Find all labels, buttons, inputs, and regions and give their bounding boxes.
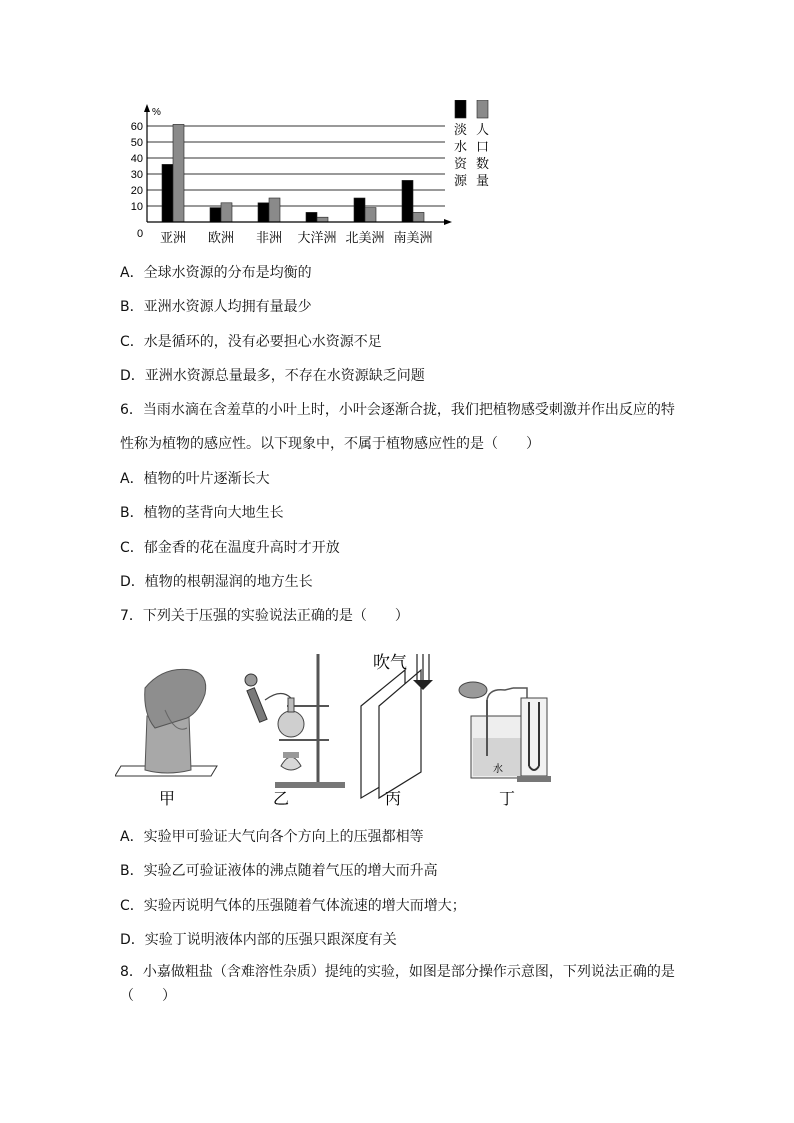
q8-stem: 8．小嘉做粗盐（含难溶性杂质）提纯的实验，如图是部分操作示意图，下列说法正确的是（ ） [120,964,675,1004]
y-tick-label: 10 [130,201,143,213]
bar-freshwater [162,164,173,222]
bar-population [269,198,280,222]
water-label: 水 [493,764,503,775]
chart-legend [454,100,489,189]
figure-label-jia: 甲 [159,789,176,808]
chart-bars [162,124,424,222]
y-unit-label: % [152,107,161,118]
legend-swatch [455,100,466,118]
bar-freshwater [354,198,365,222]
figure-label-yi: 乙 [273,789,290,808]
x-tick-label: 亚洲 [159,231,187,246]
bar-population [317,217,328,222]
bar-freshwater [210,208,221,222]
figure-label-bing: 丙 [385,789,402,808]
y-tick-label: 40 [130,153,143,165]
y-tick-label: 20 [130,185,143,197]
legend-swatch [477,100,488,118]
x-tick-label: 大洋洲 [297,231,337,246]
x-tick-label: 南美洲 [393,231,433,246]
q5-option-b[interactable]: B．亚洲水资源人均拥有量最少 [120,299,312,315]
bar-population [221,203,232,222]
q6-option-a[interactable]: A．植物的叶片逐渐长大 [120,471,270,487]
x-tick-label: 北美洲 [345,231,385,246]
x-tick-labels [160,230,433,246]
x-tick-label: 非洲 [255,231,283,246]
q6-option-c[interactable]: C．郁金香的花在温度升高时才开放 [120,540,340,556]
origin-label: 0 [137,228,144,240]
bar-freshwater [402,180,413,222]
experiment-yi-illustration [245,654,345,788]
bar-population [365,208,376,222]
q5-option-a[interactable]: A．全球水资源的分布是均衡的 [120,265,312,281]
experiment-bing-illustration [361,653,433,798]
blow-label: 吹气 [373,653,407,673]
q6-option-b[interactable]: B．植物的茎背向大地生长 [120,505,284,521]
q7-stem: 7．下列关于压强的实验说法正确的是（ ） [120,608,409,624]
bar-population [173,124,184,222]
bar-population [413,212,424,222]
q7-option-a[interactable]: A．实验甲可验证大气向各个方向上的压强都相等 [120,829,424,845]
chart-gridlines [147,126,445,206]
x-tick-label: 欧洲 [207,231,235,246]
bar-freshwater [258,203,269,222]
q6-option-d[interactable]: D．植物的根朝湿润的地方生长 [120,574,313,590]
y-tick-label: 60 [130,121,143,133]
experiment-jia-illustration [115,669,217,776]
y-tick-label: 30 [130,169,143,181]
figure-label-ding: 丁 [499,789,516,808]
legend-label: 淡水资源 [454,123,468,189]
legend-label: 人口数量 [476,123,490,189]
q7-option-b[interactable]: B．实验乙可验证液体的沸点随着气压的增大而升高 [120,863,438,879]
y-tick-label: 50 [130,137,143,149]
experiment-ding-illustration [459,682,551,782]
pressure-experiments-figure [115,648,555,808]
freshwater-population-bar-chart [125,100,505,250]
q6-stem: 6．当雨水滴在含羞草的小叶上时，小叶会逐渐合拢，我们把植物感受刺激并作出反应的特性称为植物的感应性。以下现象中，不属于植物感应性的是（ ） [120,402,675,452]
q7-option-c[interactable]: C．实验丙说明气体的压强随着气体流速的增大而增大； [120,898,466,914]
q5-option-d[interactable]: D．亚洲水资源总量最多，不存在水资源缺乏问题 [120,368,425,384]
q5-option-c[interactable]: C．水是循环的，没有必要担心水资源不足 [120,334,382,350]
q7-option-d[interactable]: D．实验丁说明液体内部的压强只跟深度有关 [120,932,397,948]
y-tick-labels [131,121,143,213]
bar-freshwater [306,212,317,222]
